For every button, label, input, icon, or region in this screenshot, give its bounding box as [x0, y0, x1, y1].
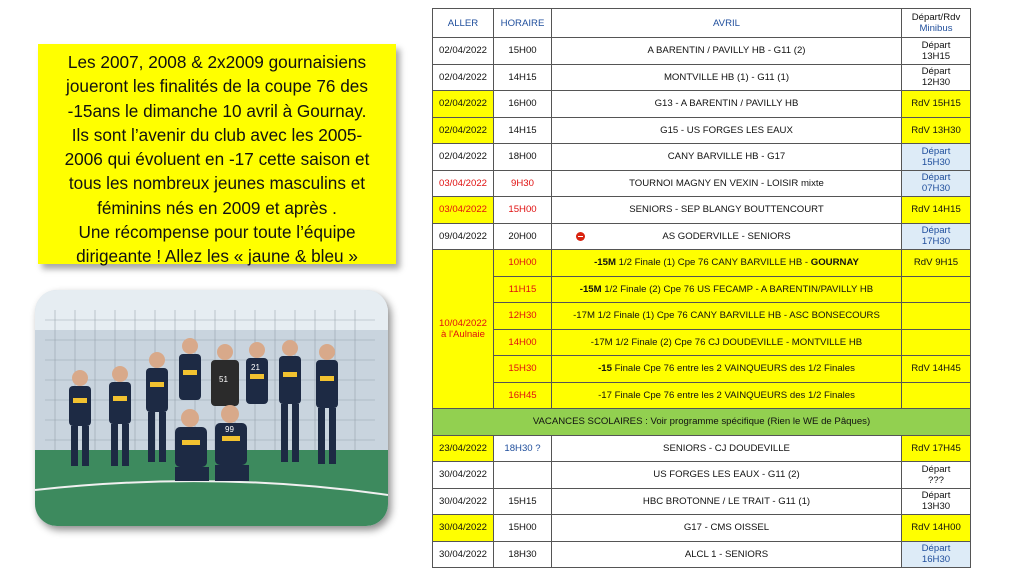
time-cell: 11H15	[494, 276, 552, 303]
announcement-note	[38, 44, 396, 267]
finals-date-cell: 10/04/2022 à l'Aulnaie	[433, 250, 494, 409]
jersey-number: 21	[251, 363, 260, 372]
table-row	[433, 64, 971, 91]
date-cell: 30/04/2022	[433, 462, 494, 489]
date-cell: 02/04/2022	[433, 64, 494, 91]
departure-cell: RdV 14H00	[902, 515, 971, 542]
date-cell: 02/04/2022	[433, 91, 494, 118]
no-entry-icon	[576, 232, 585, 241]
match-cell: TOURNOI MAGNY EN VEXIN - LOISIR mixte	[552, 170, 902, 197]
header-depart: Départ/Rdv Minibus	[902, 9, 971, 38]
departure-cell: Départ 16H30	[902, 541, 971, 568]
date-cell: 30/04/2022	[433, 541, 494, 568]
departure-cell: RdV 15H15	[902, 91, 971, 118]
header-month: AVRIL	[552, 9, 902, 38]
match-cell: A BARENTIN / PAVILLY HB - G11 (2)	[552, 38, 902, 65]
time-cell: 15H00	[494, 515, 552, 542]
departure-cell: RdV 17H45	[902, 435, 971, 462]
time-cell: 20H00	[494, 223, 552, 250]
time-cell: 14H00	[494, 329, 552, 356]
match-cell: G17 - CMS OISSEL	[552, 515, 902, 542]
header-aller: ALLER	[433, 9, 494, 38]
time-cell: 9H30	[494, 170, 552, 197]
departure-cell: Départ 13H15	[902, 38, 971, 65]
match-cell: SENIORS - CJ DOUDEVILLE	[552, 435, 902, 462]
departure-cell	[902, 276, 971, 303]
match-cell: -15M 1/2 Finale (2) Cpe 76 US FECAMP - A BARENTIN/PAVILLY HB	[552, 276, 902, 303]
departure-cell	[902, 303, 971, 330]
finals-row	[433, 329, 971, 356]
departure-cell: Départ 12H30	[902, 64, 971, 91]
holiday-banner: VACANCES SCOLAIRES : Voir programme spécifique (Rien le WE de Pâques)	[433, 409, 971, 436]
match-cell: AS GODERVILLE - SENIORS	[552, 223, 902, 250]
finals-row	[433, 356, 971, 383]
announcement-line: Une récompense pour toute l’équipe	[78, 222, 356, 243]
date-cell: 02/04/2022	[433, 117, 494, 144]
match-cell: G13 - A BARENTIN / PAVILLY HB	[552, 91, 902, 118]
date-cell: 02/04/2022	[433, 38, 494, 65]
match-cell: US FORGES LES EAUX - G11 (2)	[552, 462, 902, 489]
departure-cell: RdV 13H30	[902, 117, 971, 144]
date-cell: 30/04/2022	[433, 488, 494, 515]
time-cell: 10H00	[494, 250, 552, 277]
table-row	[433, 91, 971, 118]
table-row	[433, 488, 971, 515]
match-cell: SENIORS - SEP BLANGY BOUTTENCOURT	[552, 197, 902, 224]
jersey-number: 99	[225, 425, 234, 434]
time-cell: 16H45	[494, 382, 552, 409]
match-cell: -17M 1/2 Finale (1) Cpe 76 CANY BARVILLE HB - ASC BONSECOURS	[552, 303, 902, 330]
time-cell: 15H15	[494, 488, 552, 515]
table-row	[433, 197, 971, 224]
jersey-number: 51	[219, 375, 228, 384]
table-row	[433, 38, 971, 65]
match-cell: G15 - US FORGES LES EAUX	[552, 117, 902, 144]
date-cell: 03/04/2022	[433, 170, 494, 197]
table-row	[433, 435, 971, 462]
departure-cell: RdV 14H45	[902, 356, 971, 383]
departure-cell	[902, 329, 971, 356]
time-cell: 18H30	[494, 541, 552, 568]
time-cell: 18H00	[494, 144, 552, 171]
announcement-line: joueront les finalités de la coupe 76 des	[66, 76, 368, 97]
table-row	[433, 541, 971, 568]
time-cell: 15H00	[494, 38, 552, 65]
time-cell: 14H15	[494, 64, 552, 91]
match-cell: MONTVILLE HB (1) - G11 (1)	[552, 64, 902, 91]
time-cell: 14H15	[494, 117, 552, 144]
holiday-row	[433, 409, 971, 436]
announcement-line: Les 2007, 2008 & 2x2009 gournaisiens	[67, 52, 367, 72]
table-row	[433, 144, 971, 171]
date-cell: 03/04/2022	[433, 197, 494, 224]
announcement-line: dirigeante ! Allez les « jaune & bleu »	[76, 246, 358, 267]
announcement-line: -15ans le dimanche 10 avril à Gournay.	[67, 100, 367, 121]
team-photo-illustration	[35, 290, 388, 526]
announcement-line: 2006 qui évoluent en -17 cette saison et	[64, 149, 370, 170]
time-cell: 16H00	[494, 91, 552, 118]
announcement-line: féminins nés en 2009 et après .	[97, 197, 337, 218]
time-cell: 18H30 ?	[494, 435, 552, 462]
time-cell: 15H00	[494, 197, 552, 224]
match-cell: -17M 1/2 Finale (2) Cpe 76 CJ DOUDEVILLE - MONTVILLE HB	[552, 329, 902, 356]
table-row	[433, 515, 971, 542]
header-horaire: HORAIRE	[494, 9, 552, 38]
time-cell	[494, 462, 552, 489]
date-cell: 30/04/2022	[433, 515, 494, 542]
departure-cell: RdV 9H15	[902, 250, 971, 277]
time-cell: 15H30	[494, 356, 552, 383]
date-cell: 09/04/2022	[433, 223, 494, 250]
departure-cell: Départ 15H30	[902, 144, 971, 171]
announcement-line: tous les nombreux jeunes masculins et	[68, 173, 366, 194]
match-cell: HBC BROTONNE / LE TRAIT - G11 (1)	[552, 488, 902, 515]
departure-cell: Départ 07H30	[902, 170, 971, 197]
table-row	[433, 462, 971, 489]
match-cell: CANY BARVILLE HB - G17	[552, 144, 902, 171]
schedule-header-row	[433, 9, 971, 38]
table-row	[433, 170, 971, 197]
match-cell: -17 Finale Cpe 76 entre les 2 VAINQUEURS des 1/2 Finales	[552, 382, 902, 409]
departure-cell	[902, 382, 971, 409]
departure-cell: Départ ???	[902, 462, 971, 489]
date-cell: 02/04/2022	[433, 144, 494, 171]
match-cell: -15 Finale Cpe 76 entre les 2 VAINQUEURS des 1/2 Finales	[552, 356, 902, 383]
table-row	[433, 223, 971, 250]
finals-row	[433, 382, 971, 409]
schedule-table	[432, 8, 971, 568]
finals-row	[433, 303, 971, 330]
announcement-line: Ils sont l’avenir du club avec les 2005-	[71, 124, 363, 145]
departure-cell: Départ 13H30	[902, 488, 971, 515]
table-row	[433, 117, 971, 144]
time-cell: 12H30	[494, 303, 552, 330]
match-cell: -15M 1/2 Finale (1) Cpe 76 CANY BARVILLE HB - GOURNAY	[552, 250, 902, 277]
departure-cell: RdV 14H15	[902, 197, 971, 224]
date-cell: 23/04/2022	[433, 435, 494, 462]
finals-row	[433, 276, 971, 303]
team-photo	[35, 290, 388, 526]
match-cell: ALCL 1 - SENIORS	[552, 541, 902, 568]
finals-row	[433, 250, 971, 277]
departure-cell: Départ 17H30	[902, 223, 971, 250]
